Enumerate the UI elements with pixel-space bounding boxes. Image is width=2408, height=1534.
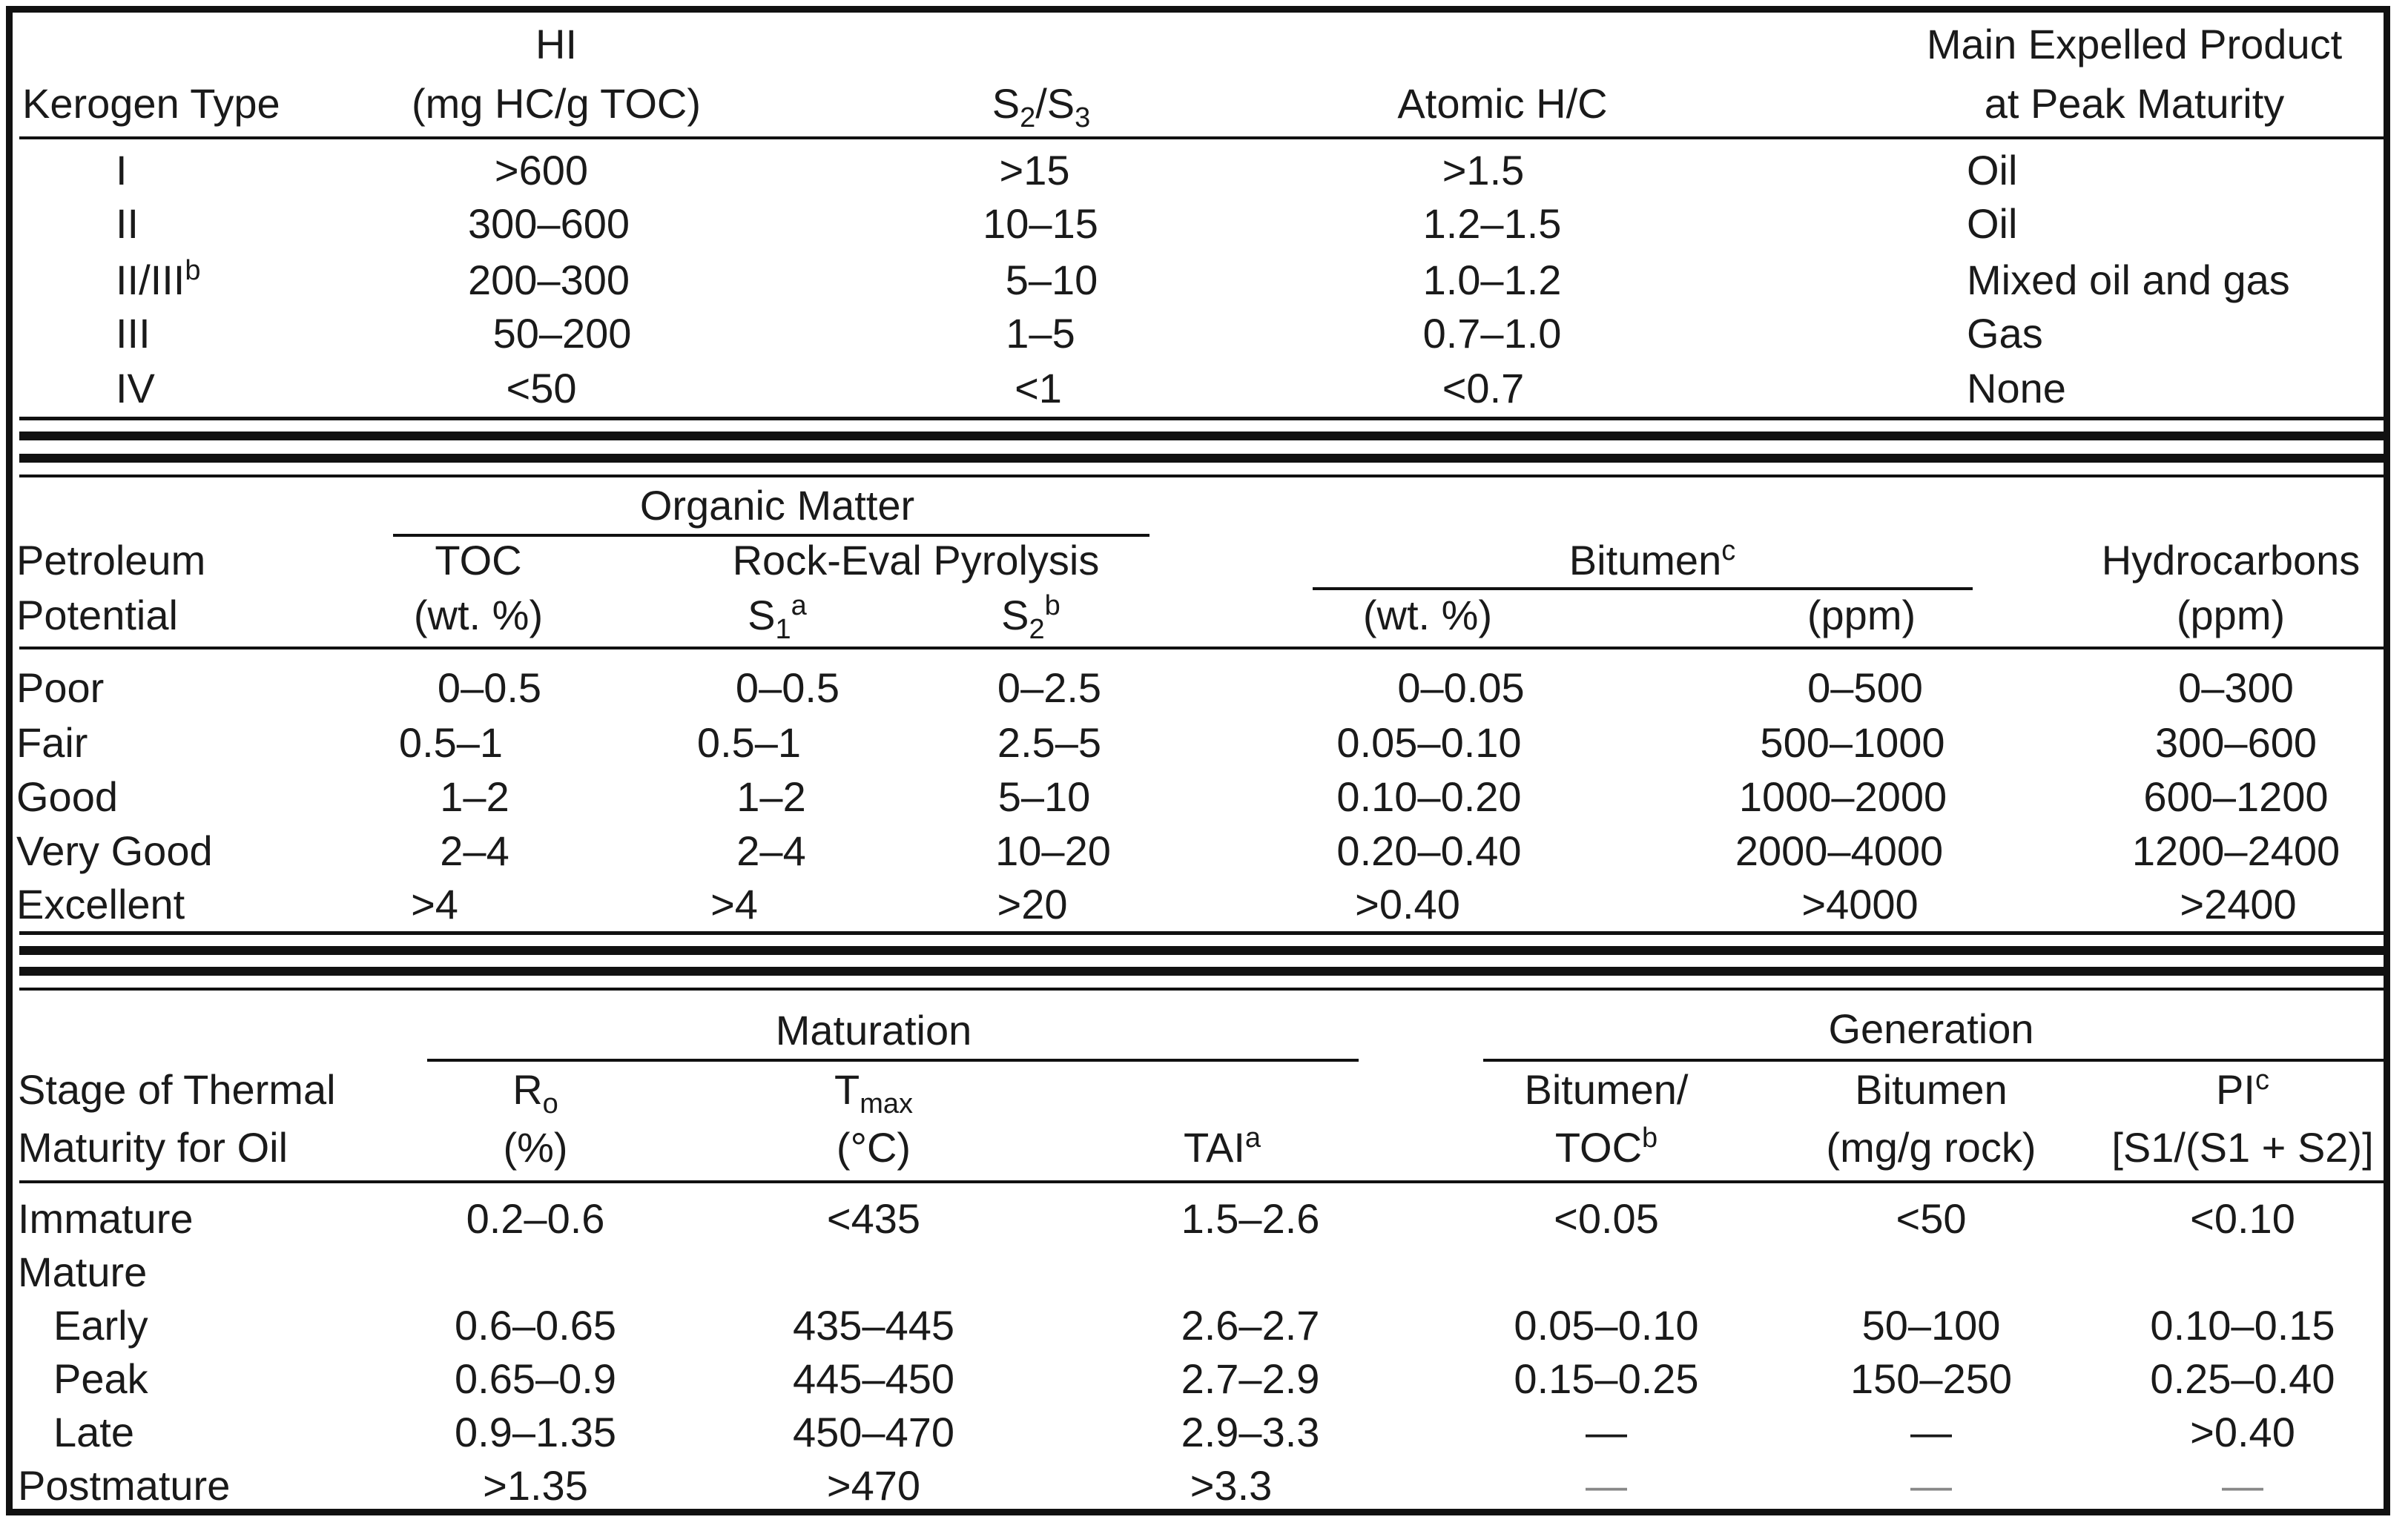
rule — [19, 931, 2389, 935]
table-frame — [6, 6, 2390, 1515]
generation-header: Generation — [1828, 1005, 2034, 1052]
bitumen-header: Bitumen$^c$ — [1569, 535, 1736, 583]
s1-header: $S_1^a$ — [748, 590, 807, 645]
ro-header: $R_o$ — [512, 1066, 558, 1120]
rule — [19, 1180, 2389, 1183]
rule — [19, 454, 2389, 463]
bitumen-toc-header-2: TOC$^b$ — [1554, 1123, 1658, 1171]
rule — [19, 432, 2389, 440]
hi-unit-header: (mg HC/g TOC) — [412, 80, 701, 127]
bitumen-mg-header-2: (mg/g rock) — [1826, 1124, 2036, 1171]
rock-eval-header: Rock-Eval Pyrolysis — [732, 537, 1100, 583]
tai-header: TAI$^a$ — [1183, 1123, 1261, 1171]
hydrocarbons-ppm-header: (ppm) — [2176, 592, 2286, 638]
pi-header: $PI^c$ — [2216, 1065, 2269, 1113]
stage-header-2: Maturity for Oil — [18, 1124, 288, 1171]
bitumen-mg-header: Bitumen — [1855, 1066, 2008, 1113]
s2s3-header: $S_2/S_3$ — [992, 80, 1091, 133]
bitumen-toc-header: Bitumen/ — [1524, 1066, 1689, 1113]
pi-formula-header: [S1/(S1 + S2)] — [2111, 1124, 2374, 1171]
hi-header: HI — [535, 21, 577, 67]
rule — [19, 475, 2389, 477]
potential-header: Potential — [16, 592, 178, 638]
rule — [1313, 587, 1973, 590]
tmax-header: $T_{max}$ — [834, 1066, 914, 1120]
hydrocarbons-header: Hydrocarbons — [2101, 537, 2361, 583]
bitumen-ppm-header: (ppm) — [1807, 592, 1916, 638]
rule — [19, 946, 2389, 955]
toc-header: TOC — [435, 537, 522, 583]
bitumen-wt-header: (wt. %) — [1362, 592, 1493, 638]
maturation-header: Maturation — [775, 1007, 972, 1054]
kerogen-type-header: Kerogen Type — [22, 80, 280, 127]
ro-unit-header: (%) — [503, 1124, 568, 1171]
rule — [19, 417, 2389, 420]
rule — [19, 136, 2389, 139]
organic-matter-header: Organic Matter — [639, 482, 915, 529]
hc-header: Atomic H/C — [1397, 80, 1608, 127]
rule — [1483, 1059, 2389, 1062]
stage-header: Stage of Thermal — [18, 1066, 336, 1113]
rule — [19, 967, 2389, 976]
tmax-unit-header: (°C) — [836, 1124, 911, 1171]
rule — [427, 1059, 1359, 1062]
s2-header: $S_2^b$ — [1001, 590, 1060, 645]
product-header-2: at Peak Maturity — [1984, 80, 2285, 127]
product-header: Main Expelled Product — [1926, 21, 2343, 67]
rule — [19, 988, 2389, 991]
toc-unit-header: (wt. %) — [413, 592, 544, 638]
petroleum-header: Petroleum — [16, 537, 206, 583]
rule — [19, 647, 2389, 649]
